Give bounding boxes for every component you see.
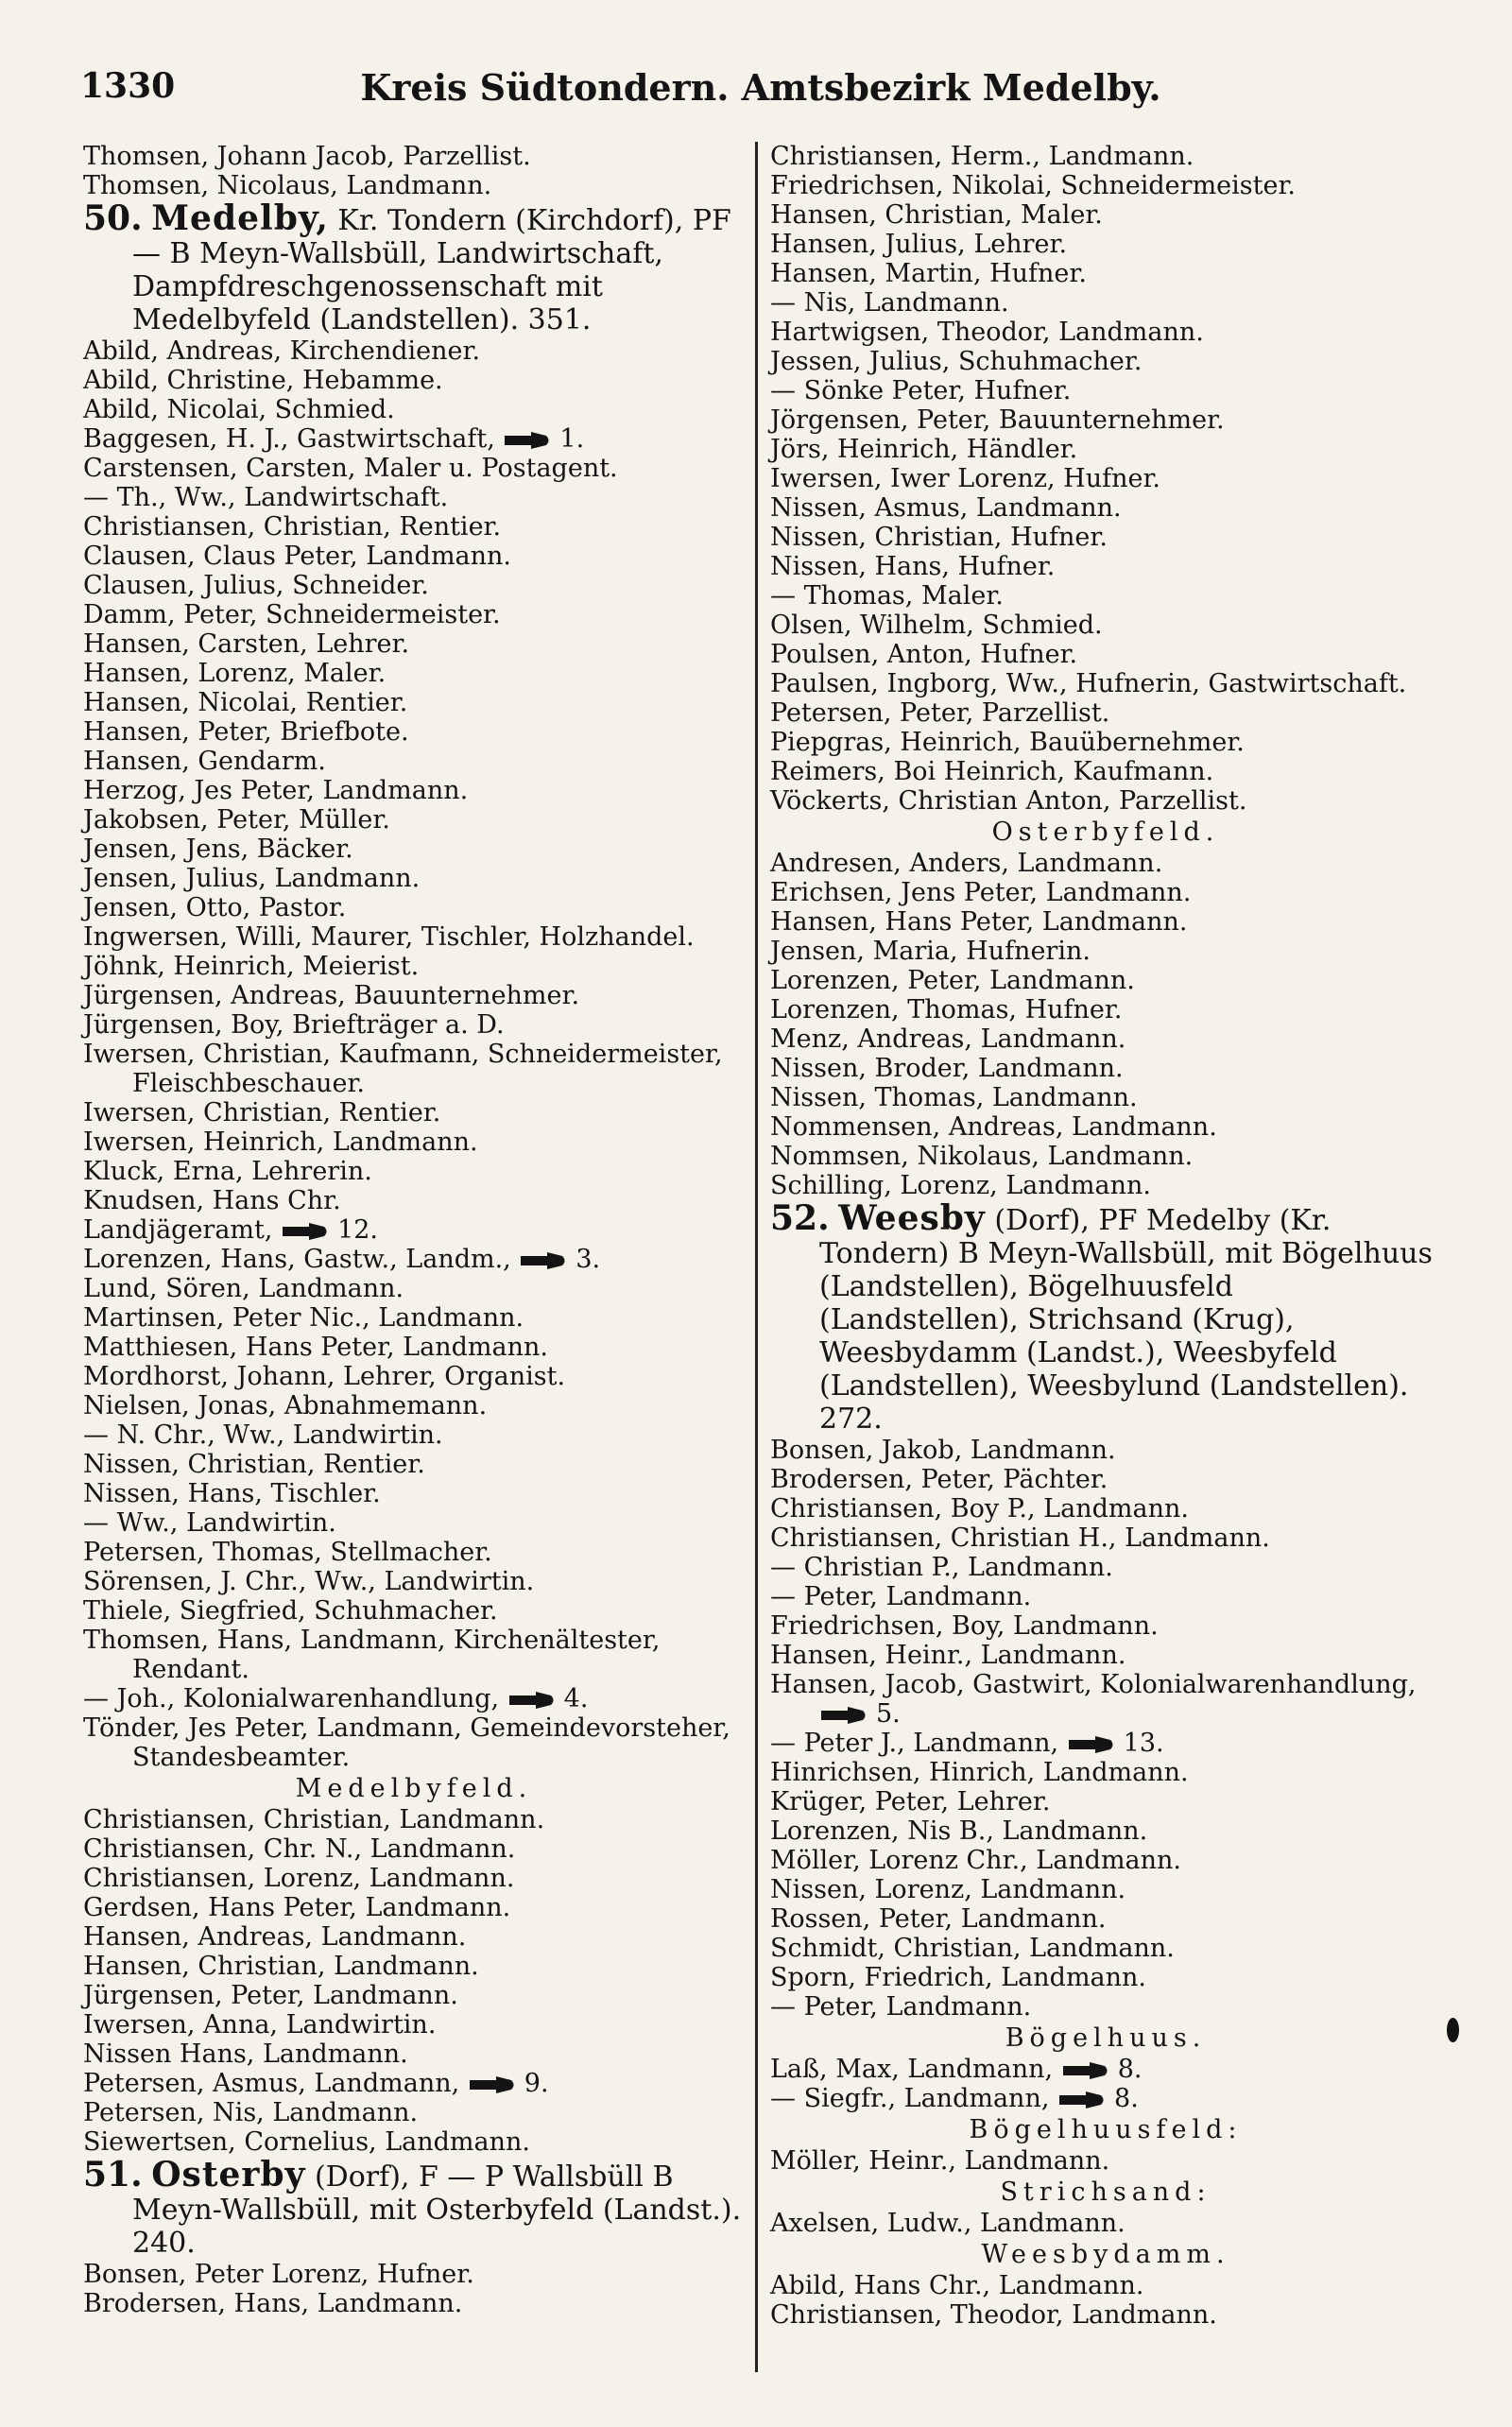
directory-entry xyxy=(83,1450,745,1479)
entry-text: Lorenzen, Thomas, Hufner. xyxy=(770,995,1123,1024)
directory-entry xyxy=(770,937,1441,966)
directory-entry xyxy=(83,1713,745,1772)
place-description: Kr. Tondern (Kirchdorf), PF — B Meyn-Wallsbüll, Landwirtschaft, Dampfdreschgenossenschaft mit Medelbyfeld (Landstellen). 351. xyxy=(132,204,731,336)
directory-entry xyxy=(770,1787,1441,1816)
directory-entry xyxy=(770,611,1441,640)
directory-entry xyxy=(83,1098,745,1127)
directory-entry xyxy=(83,2040,745,2069)
directory-entry xyxy=(770,1523,1441,1553)
entry-text: Hansen, Hans Peter, Landmann. xyxy=(770,907,1188,937)
entry-text: Nissen, Thomas, Landmann. xyxy=(770,1083,1138,1112)
directory-entry xyxy=(83,2289,745,2318)
entry-text: Christiansen, Christian, Rentier. xyxy=(83,512,502,542)
telephone-hand-icon xyxy=(1067,1734,1116,1755)
entry-text: Ingwersen, Willi, Maurer, Tischler, Holzhandel. xyxy=(83,922,695,952)
directory-entry xyxy=(83,1538,745,1567)
entry-text: Petersen, Asmus, Landmann, xyxy=(83,2069,460,2098)
entry-text: Hansen, Martin, Hufner. xyxy=(770,259,1087,288)
entry-text: Jessen, Julius, Schuhmacher. xyxy=(770,347,1143,376)
entry-text: Iwersen, Anna, Landwirtin. xyxy=(83,2010,437,2040)
directory-entry xyxy=(83,1626,745,1684)
entry-text: Christiansen, Lorenz, Landmann. xyxy=(83,1864,515,1893)
entry-text: Jörs, Heinrich, Händler. xyxy=(770,435,1078,464)
place-description: (Dorf), PF Medelby (Kr. Tondern) B Meyn-Wallsbüll, mit Bögelhuus (Landstellen), Bögelhuusfeld (Landstellen), Strichsand (Krug), Weesbydamm (Landst.), Weesbyfeld (Landstellen), Weesbylund (Landstellen). 272. xyxy=(819,1204,1433,1436)
directory-entry xyxy=(770,1494,1441,1523)
directory-entry xyxy=(770,347,1441,376)
directory-entry xyxy=(83,1952,745,1981)
directory-entry xyxy=(83,2010,745,2040)
directory-entry xyxy=(83,1567,745,1596)
directory-entry xyxy=(83,2127,745,2157)
directory-entry xyxy=(83,1834,745,1864)
entry-text: — Christian P., Landmann. xyxy=(770,1553,1113,1582)
directory-entry xyxy=(770,376,1441,405)
entry-text: — Sönke Peter, Hufner. xyxy=(770,376,1072,405)
directory-entry xyxy=(83,981,745,1010)
directory-entry xyxy=(83,1127,745,1157)
entry-text: Bonsen, Peter Lorenz, Hufner. xyxy=(83,2260,474,2289)
entry-text: Nissen, Hans, Tischler. xyxy=(83,1479,381,1508)
place-number: 51. xyxy=(83,2155,143,2195)
left-column xyxy=(83,142,745,2391)
directory-entry xyxy=(770,1553,1441,1582)
entry-text: Herzog, Jes Peter, Landmann. xyxy=(83,776,469,805)
entry-text: Tönder, Jes Peter, Landmann, Gemeindevorsteher, Standesbeamter. xyxy=(83,1713,730,1772)
place-name: Weesby xyxy=(838,1198,986,1238)
directory-entry xyxy=(770,1171,1441,1200)
directory-entry xyxy=(770,1670,1441,1729)
telephone-number: 12. xyxy=(337,1215,379,1245)
directory-entry xyxy=(770,230,1441,259)
directory-entry xyxy=(83,952,745,981)
entry-text: Christiansen, Boy P., Landmann. xyxy=(770,1494,1189,1523)
column-divider xyxy=(755,142,758,2372)
directory-entry xyxy=(83,922,745,952)
entry-text: Hinrichsen, Hinrich, Landmann. xyxy=(770,1758,1189,1787)
directory-entry xyxy=(770,669,1441,698)
directory-entry xyxy=(770,2084,1441,2113)
directory-entry xyxy=(83,395,745,424)
entry-text: Carstensen, Carsten, Maler u. Postagent. xyxy=(83,454,618,483)
directory-entry xyxy=(770,2300,1441,2330)
directory-entry xyxy=(770,1816,1441,1846)
directory-entry xyxy=(770,1465,1441,1494)
directory-entry xyxy=(83,747,745,776)
entry-text: Nissen, Broder, Landmann. xyxy=(770,1054,1124,1083)
right-column xyxy=(770,142,1441,2391)
entry-text: Nommsen, Nikolaus, Landmann. xyxy=(770,1142,1194,1171)
entry-text: Rossen, Peter, Landmann. xyxy=(770,1904,1107,1934)
place-heading xyxy=(770,1198,1441,1436)
directory-entry xyxy=(770,1641,1441,1670)
telephone-number: 3. xyxy=(576,1245,601,1274)
directory-entry xyxy=(83,1157,745,1186)
telephone-hand-icon xyxy=(519,1250,568,1271)
place-name: Osterby xyxy=(151,2155,306,2195)
entry-text: Nielsen, Jonas, Abnahmemann. xyxy=(83,1391,488,1420)
entry-text: Möller, Heinr., Landmann. xyxy=(770,2146,1110,2176)
entry-text: Sporn, Friedrich, Landmann. xyxy=(770,1963,1147,1992)
entry-text: — N. Chr., Ww., Landwirtin. xyxy=(83,1420,443,1450)
place-description: (Dorf), F — P Wallsbüll B Meyn-Wallsbüll, mit Osterbyfeld (Landst.). 240. xyxy=(132,2160,742,2260)
entry-text: Olsen, Wilhelm, Schmied. xyxy=(770,611,1103,640)
locality-heading: Osterbyfeld. xyxy=(991,818,1220,847)
entry-text: Jensen, Julius, Landmann. xyxy=(83,864,421,893)
entry-text: — Peter J., Landmann, xyxy=(770,1729,1059,1758)
entry-text: Jensen, Jens, Bäcker. xyxy=(83,835,353,864)
entry-text: — Nis, Landmann. xyxy=(770,288,1009,318)
entry-text: Mordhorst, Johann, Lehrer, Organist. xyxy=(83,1362,566,1391)
directory-entry xyxy=(83,1981,745,2010)
directory-entry xyxy=(770,849,1441,878)
directory-entry xyxy=(83,629,745,659)
entry-text: Möller, Lorenz Chr., Landmann. xyxy=(770,1846,1182,1875)
directory-entry xyxy=(83,1805,745,1834)
entry-text: Hansen, Heinr., Landmann. xyxy=(770,1641,1126,1670)
entry-text: Hansen, Lorenz, Maler. xyxy=(83,659,387,688)
entry-text: Friedrichsen, Boy, Landmann. xyxy=(770,1611,1159,1641)
entry-text: Reimers, Boi Heinrich, Kaufmann. xyxy=(770,757,1214,786)
directory-entry xyxy=(83,2098,745,2127)
entry-text: Jöhnk, Heinrich, Meierist. xyxy=(83,952,420,981)
directory-entry xyxy=(770,435,1441,464)
directory-entry xyxy=(770,523,1441,552)
directory-entry xyxy=(83,1333,745,1362)
entry-text: Jürgensen, Peter, Landmann. xyxy=(83,1981,458,2010)
directory-entry xyxy=(83,1245,745,1274)
entry-text: Jensen, Maria, Hufnerin. xyxy=(770,937,1091,966)
entry-text: — Ww., Landwirtin. xyxy=(83,1508,336,1538)
place-name: Medelby, xyxy=(151,198,329,238)
directory-entry xyxy=(770,552,1441,581)
directory-entry xyxy=(83,1040,745,1098)
place-number: 50. xyxy=(83,198,143,238)
telephone-number: 5. xyxy=(876,1699,901,1729)
entry-text: — Siegfr., Landmann, xyxy=(770,2084,1050,2113)
telephone-hand-icon xyxy=(468,2074,517,2095)
entry-text: Brodersen, Peter, Pächter. xyxy=(770,1465,1108,1494)
directory-entry xyxy=(770,1112,1441,1142)
entry-text: Landjägeramt, xyxy=(83,1215,273,1245)
locality-heading: Weesbydamm. xyxy=(981,2240,1230,2269)
directory-entry xyxy=(83,1508,745,1538)
entry-text: Christiansen, Chr. N., Landmann. xyxy=(83,1834,516,1864)
entry-text: — Th., Ww., Landwirtschaft. xyxy=(83,483,449,512)
directory-entry xyxy=(83,1186,745,1215)
directory-entry xyxy=(770,1729,1441,1758)
entry-text: Iwersen, Christian, Kaufmann, Schneidermeister, Fleischbeschauer. xyxy=(83,1040,723,1098)
telephone-number: 13. xyxy=(1123,1729,1164,1758)
entry-text: Andresen, Anders, Landmann. xyxy=(770,849,1163,878)
directory-entry xyxy=(770,2209,1441,2238)
entry-text: Thomsen, Nicolaus, Landmann. xyxy=(83,171,492,200)
entry-text: Abild, Nicolai, Schmied. xyxy=(83,395,395,424)
directory-entry xyxy=(83,336,745,366)
place-number: 52. xyxy=(770,1198,830,1238)
entry-text: Hansen, Christian, Landmann. xyxy=(83,1952,479,1981)
directory-entry xyxy=(83,2069,745,2098)
entry-text: Iwersen, Christian, Rentier. xyxy=(83,1098,441,1127)
telephone-number: 8. xyxy=(1114,2084,1139,2113)
directory-entry xyxy=(83,776,745,805)
entry-text: — Joh., Kolonialwarenhandlung, xyxy=(83,1684,500,1713)
place-heading xyxy=(83,2155,745,2260)
directory-entry xyxy=(770,288,1441,318)
directory-entry xyxy=(83,893,745,922)
directory-entry xyxy=(770,728,1441,757)
directory-entry xyxy=(83,542,745,571)
entry-text: Menz, Andreas, Landmann. xyxy=(770,1024,1126,1054)
entry-text: Jörgensen, Peter, Bauunternehmer. xyxy=(770,405,1225,435)
directory-entry xyxy=(770,966,1441,995)
entry-text: Hansen, Andreas, Landmann. xyxy=(83,1922,467,1952)
telephone-number: 8. xyxy=(1117,2055,1143,2084)
telephone-hand-icon xyxy=(1057,2090,1107,2110)
entry-text: Thiele, Siegfried, Schuhmacher. xyxy=(83,1596,498,1626)
directory-entry xyxy=(770,1054,1441,1083)
entry-text: Schmidt, Christian, Landmann. xyxy=(770,1934,1175,1963)
entry-text: Sörensen, J. Chr., Ww., Landwirtin. xyxy=(83,1567,535,1596)
directory-entry xyxy=(83,571,745,600)
directory-entry xyxy=(770,1963,1441,1992)
directory-entry xyxy=(770,995,1441,1024)
entry-text: Jürgensen, Andreas, Bauunternehmer. xyxy=(83,981,580,1010)
directory-entry xyxy=(83,171,745,200)
entry-text: Martinsen, Peter Nic., Landmann. xyxy=(83,1303,524,1333)
entry-text: Krüger, Peter, Lehrer. xyxy=(770,1787,1051,1816)
entry-text: Axelsen, Ludw., Landmann. xyxy=(770,2209,1125,2238)
telephone-hand-icon xyxy=(1061,2060,1110,2081)
entry-text: Hansen, Carsten, Lehrer. xyxy=(83,629,410,659)
entry-text: Hansen, Gendarm. xyxy=(83,747,326,776)
directory-entry xyxy=(83,1391,745,1420)
directory-entry xyxy=(770,318,1441,347)
entry-text: Nissen, Hans, Hufner. xyxy=(770,552,1056,581)
directory-entry xyxy=(770,142,1441,171)
directory-entry xyxy=(83,1274,745,1303)
telephone-hand-icon xyxy=(819,1705,868,1726)
entry-text: Knudsen, Hans Chr. xyxy=(83,1186,341,1215)
entry-text: Christiansen, Christian H., Landmann. xyxy=(770,1523,1270,1553)
locality-heading: Bögelhuus. xyxy=(1005,2023,1207,2053)
directory-entry xyxy=(770,1024,1441,1054)
entry-text: Abild, Christine, Hebamme. xyxy=(83,366,443,395)
entry-text: Paulsen, Ingborg, Ww., Hufnerin, Gastwirtschaft. xyxy=(770,669,1407,698)
entry-text: Christiansen, Theodor, Landmann. xyxy=(770,2300,1217,2330)
directory-entry xyxy=(83,2260,745,2289)
directory-entry xyxy=(83,1596,745,1626)
directory-entry xyxy=(770,2055,1441,2084)
directory-entry xyxy=(83,1215,745,1245)
directory-entry xyxy=(83,1420,745,1450)
entry-text: Petersen, Nis, Landmann. xyxy=(83,2098,419,2127)
entry-text: Petersen, Thomas, Stellmacher. xyxy=(83,1538,492,1567)
directory-entry xyxy=(770,1436,1441,1465)
telephone-number: 1. xyxy=(559,424,585,454)
telephone-hand-icon xyxy=(503,430,552,451)
entry-text: Abild, Hans Chr., Landmann. xyxy=(770,2271,1144,2300)
directory-entry xyxy=(770,1875,1441,1904)
entry-text: Brodersen, Hans, Landmann. xyxy=(83,2289,463,2318)
entry-text: Lund, Sören, Landmann. xyxy=(83,1274,404,1303)
page-header xyxy=(80,66,1441,123)
entry-text: Hartwigsen, Theodor, Landmann. xyxy=(770,318,1204,347)
entry-text: Nommensen, Andreas, Landmann. xyxy=(770,1112,1217,1142)
directory-entry xyxy=(83,835,745,864)
directory-entry xyxy=(83,688,745,717)
entry-text: Matthiesen, Hans Peter, Landmann. xyxy=(83,1333,548,1362)
entry-text: Poulsen, Anton, Hufner. xyxy=(770,640,1078,669)
telephone-number: 4. xyxy=(563,1684,589,1713)
directory-entry xyxy=(770,1846,1441,1875)
directory-entry xyxy=(770,640,1441,669)
directory-entry xyxy=(83,512,745,542)
directory-entry xyxy=(770,171,1441,200)
entry-text: Erichsen, Jens Peter, Landmann. xyxy=(770,878,1192,907)
directory-entry xyxy=(770,1758,1441,1787)
entry-text: Jürgensen, Boy, Briefträger a. D. xyxy=(83,1010,505,1040)
entry-text: Hansen, Nicolai, Rentier. xyxy=(83,688,408,717)
directory-entry xyxy=(770,493,1441,523)
directory-entry xyxy=(770,1934,1441,1963)
directory-entry xyxy=(770,1142,1441,1171)
entry-text: Abild, Andreas, Kirchendiener. xyxy=(83,336,481,366)
entry-text: Clausen, Julius, Schneider. xyxy=(83,571,429,600)
entry-text: Clausen, Claus Peter, Landmann. xyxy=(83,542,512,571)
directory-entry xyxy=(770,405,1441,435)
directory-entry xyxy=(770,464,1441,493)
directory-entry xyxy=(770,2146,1441,2176)
directory-entry xyxy=(770,1582,1441,1611)
running-title: Kreis Südtondern. Amtsbezirk Medelby. xyxy=(360,66,1161,109)
directory-entry xyxy=(83,1010,745,1040)
entry-text: Jensen, Otto, Pastor. xyxy=(83,893,347,922)
entry-text: Schilling, Lorenz, Landmann. xyxy=(770,1171,1151,1200)
directory-entry xyxy=(770,698,1441,728)
entry-text: Baggesen, H. J., Gastwirtschaft, xyxy=(83,424,495,454)
directory-entry xyxy=(83,142,745,171)
entry-text: Hansen, Julius, Lehrer. xyxy=(770,230,1068,259)
directory-entry xyxy=(83,659,745,688)
directory-entry xyxy=(770,1083,1441,1112)
entry-text: Piepgras, Heinrich, Bauübernehmer. xyxy=(770,728,1245,757)
entry-text: Laß, Max, Landmann, xyxy=(770,2055,1054,2084)
entry-text: Petersen, Peter, Parzellist. xyxy=(770,698,1110,728)
entry-text: Bonsen, Jakob, Landmann. xyxy=(770,1436,1116,1465)
directory-entry xyxy=(770,1904,1441,1934)
entry-text: Jakobsen, Peter, Müller. xyxy=(83,805,390,835)
directory-entry xyxy=(770,878,1441,907)
locality-heading: Bögelhuusfeld: xyxy=(969,2115,1243,2144)
entry-text: Thomsen, Hans, Landmann, Kirchenältester, Rendant. xyxy=(83,1626,661,1684)
entry-text: — Peter, Landmann. xyxy=(770,1582,1032,1611)
directory-entry xyxy=(770,907,1441,937)
entry-text: Hansen, Christian, Maler. xyxy=(770,200,1103,230)
entry-text: Nissen, Christian, Rentier. xyxy=(83,1450,425,1479)
directory-entry xyxy=(83,717,745,747)
entry-text: Nissen Hans, Landmann. xyxy=(83,2040,408,2069)
entry-text: Iwersen, Iwer Lorenz, Hufner. xyxy=(770,464,1160,493)
entry-text: Lorenzen, Nis B., Landmann. xyxy=(770,1816,1148,1846)
entry-text: Nissen, Asmus, Landmann. xyxy=(770,493,1122,523)
directory-entry xyxy=(83,1922,745,1952)
locality-heading: Medelbyfeld. xyxy=(295,1774,533,1803)
entry-text: Nissen, Lorenz, Landmann. xyxy=(770,1875,1126,1904)
entry-text: Christiansen, Herm., Landmann. xyxy=(770,142,1194,171)
directory-entry xyxy=(83,454,745,483)
entry-text: Friedrichsen, Nikolai, Schneidermeister. xyxy=(770,171,1296,200)
directory-entry xyxy=(770,757,1441,786)
directory-entry xyxy=(770,1611,1441,1641)
directory-entry xyxy=(770,2271,1441,2300)
telephone-hand-icon xyxy=(507,1690,557,1711)
entry-text: Thomsen, Johann Jacob, Parzellist. xyxy=(83,142,531,171)
directory-entry xyxy=(83,1362,745,1391)
entry-text: Kluck, Erna, Lehrerin. xyxy=(83,1157,372,1186)
telephone-hand-icon xyxy=(281,1221,330,1242)
entry-text: Christiansen, Christian, Landmann. xyxy=(83,1805,545,1834)
directory-entry xyxy=(83,424,745,454)
directory-entry xyxy=(83,1893,745,1922)
directory-entry xyxy=(770,259,1441,288)
entry-text: Gerdsen, Hans Peter, Landmann. xyxy=(83,1893,511,1922)
directory-entry xyxy=(770,1992,1441,2022)
directory-entry xyxy=(770,200,1441,230)
directory-entry xyxy=(83,366,745,395)
entry-text: Hansen, Jacob, Gastwirt, Kolonialwarenhandlung, xyxy=(770,1670,1417,1699)
directory-entry xyxy=(770,786,1441,816)
entry-text: — Thomas, Maler. xyxy=(770,581,1004,611)
entry-text: Siewertsen, Cornelius, Landmann. xyxy=(83,2127,530,2157)
entry-text: Lorenzen, Hans, Gastw., Landm., xyxy=(83,1245,511,1274)
page-number: 1330 xyxy=(80,66,176,106)
directory-entry xyxy=(83,483,745,512)
entry-text: — Peter, Landmann. xyxy=(770,1992,1032,2022)
directory-entry xyxy=(83,1479,745,1508)
directory-entry xyxy=(83,1303,745,1333)
directory-entry xyxy=(83,1864,745,1893)
directory-entry xyxy=(83,864,745,893)
entry-text: Iwersen, Heinrich, Landmann. xyxy=(83,1127,478,1157)
print-mark xyxy=(1447,2018,1459,2042)
directory-entry xyxy=(83,805,745,835)
directory-entry xyxy=(83,600,745,629)
entry-text: Hansen, Peter, Briefbote. xyxy=(83,717,409,747)
locality-heading: Strichsand: xyxy=(1000,2177,1211,2207)
entry-text: Vöckerts, Christian Anton, Parzellist. xyxy=(770,786,1247,816)
entry-text: Lorenzen, Peter, Landmann. xyxy=(770,966,1135,995)
entry-text: Damm, Peter, Schneidermeister. xyxy=(83,600,501,629)
directory-entry xyxy=(770,581,1441,611)
telephone-number: 9. xyxy=(524,2069,549,2098)
directory-entry xyxy=(83,1684,745,1713)
entry-text: Nissen, Christian, Hufner. xyxy=(770,523,1108,552)
place-heading xyxy=(83,198,745,336)
